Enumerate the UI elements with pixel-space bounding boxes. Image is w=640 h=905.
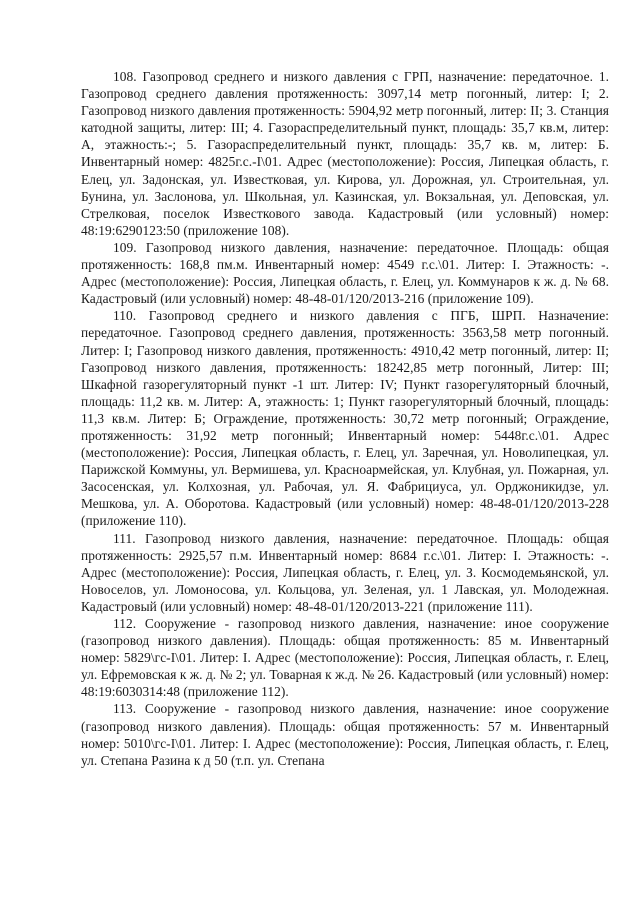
document-body: [81, 68, 609, 769]
paragraph-112: 112. Сооружение - газопровод низкого давления, назначение: иное сооружение (газопровод низкого давления). Площадь: общая протяженность: 85 м. Инвентарный номер: 5829\гс-I\01. Литер: I. Адрес (местоположение): Россия, Липецкая область, г. Елец, ул. Ефремовская к ж. д. № 2; ул. Товарная к ж.д. № 26. Кадастровый (или условный) номер: 48:19:6030314:48 (приложение 112).: [81, 616, 609, 700]
paragraph-111: 111. Газопровод низкого давления, назначение: передаточное. Площадь: общая протяженность: 2925,57 п.м. Инвентарный номер: 8684 г.с.\01. Литер: I. Этажность: -. Адрес (местоположение): Россия, Липецкая область, г. Елец, ул. З. Космодемьянской, ул. Новоселов, ул. Ломоносова, ул. Кольцова, ул. Зеленая, ул. 1 Лавская, ул. Молодежная. Кадастровый (или условный) номер: 48-48-01/120/2013-221 (приложение 111).: [81, 530, 609, 614]
paragraph-113: 113. Сооружение - газопровод низкого давления, назначение: иное сооружение (газопровод низкого давления). Площадь: общая протяженность: 57 м. Инвентарный номер: 5010\гс-I\01. Литер: I. Адрес (местоположение): Россия, Липецкая область, г. Елец, ул. Степана Разина к д 50 (т.п. ул. Степана: [81, 701, 609, 768]
paragraph-109: 109. Газопровод низкого давления, назначение: передаточное. Площадь: общая протяженность: 168,8 пм.м. Инвентарный номер: 4549 г.с.\01. Литер: I. Этажность: -. Адрес (местоположение): Россия, Липецкая область, г. Елец, ул. Коммунаров к ж. д. № 68. Кадастровый (или условный) номер: 48-48-01/120/2013-216 (приложение 109).: [81, 239, 609, 307]
paragraph-108: 108. Газопровод среднего и низкого давления с ГРП, назначение: передаточное. 1. Газопровод среднего давления протяженность: 3097,14 метр погонный, литер: I; 2. Газопровод низкого давления протяженность: 5904,92 метр погонный, литер: II; 3. Станция катодной защиты, литер: III; 4. Газораспределительный пункт, площадь: 35,7 кв.м, литер: А, этажность:-; 5. Газораспределительный пункт, площадь: 35,7 кв. м, литер: Б. Инвентарный номер: 4825г.с.-I\01. Адрес (местоположение): Россия, Липецкая область, г. Елец, ул. Задонская, ул. Известковая, ул. Кирова, ул. Дорожная, ул. Строительная, ул. Бунина, ул. Заслонова, ул. Школьная, ул. Казинская, ул. Вокзальная, ул. Деповская, ул. Стрелковая, поселок Известкового завода. Кадастровый (или условный) номер: 48:19:6290123:50 (приложение 108).: [81, 69, 609, 238]
paragraph-110: 110. Газопровод среднего и низкого давления с ПГБ, ШРП. Назначение: передаточное. Газопровод среднего давления, протяженность: 3563,58 метр погонный. Литер: I; Газопровод низкого давления, протяженность: 4910,42 метр погонный, литер: II; Газопровод низкого давления, протяженность: 18242,85 метр погонный, Литер: III; Шкафной газорегуляторный пункт -1 шт. Литер: IV; Пункт газорегуляторный блочный, площадь: 11,2 кв. м. Литер: А, этажность: 1; Пункт газорегуляторный блочный, площадь: 11,3 кв.м. Литер: Б; Ограждение, протяженность: 30,72 метр погонный; Ограждение, протяженность: 31,92 метр погонный; Инвентарный номер: 5448г.с.\01. Адрес (местоположение): Россия, Липецкая область, г. Елец, ул. Заречная, ул. Новолипецкая, ул. Парижской Коммуны, ул. Вермишева, ул. Красноармейская, ул. Клубная, ул. Пожарная, ул. Засосенская, ул. Колхозная, ул. Рабочая, ул. Я. Фабрициуса, ул. Орджоникидзе, ул. Мешкова, ул. А. Оборотова. Кадастровый (или условный) номер: 48-48-01/120/2013-228 (приложение 110).: [81, 308, 609, 529]
